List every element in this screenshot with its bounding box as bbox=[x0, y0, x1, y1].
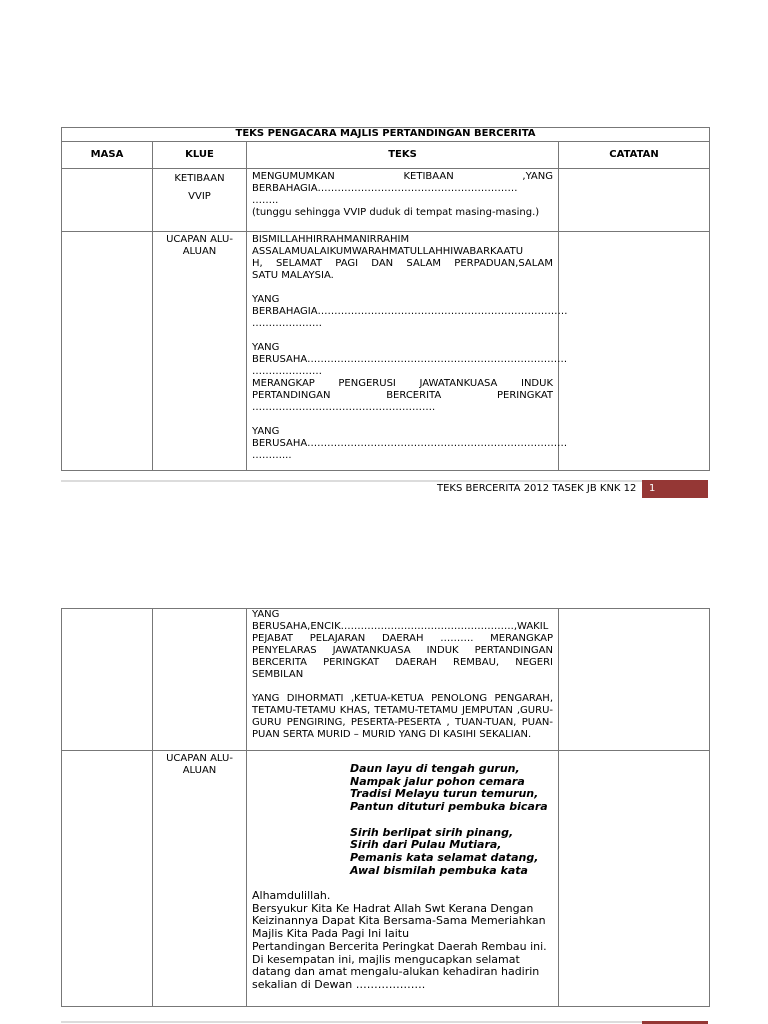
teks-line: (tunggu sehingga VVIP duduk di tempat masing-masing.) bbox=[252, 207, 540, 218]
masa-cell bbox=[62, 751, 153, 1007]
klue-cell: UCAPAN ALU-ALUAN bbox=[153, 751, 247, 1007]
klue-cell: UCAPAN ALU-ALUAN bbox=[153, 232, 247, 471]
teks-line: BERBAHAGIA…………………………………………………… bbox=[252, 183, 518, 194]
klue-ketibaan: KETIBAAN bbox=[174, 173, 225, 184]
teks-line: YANG bbox=[252, 342, 280, 353]
pantun-line: Daun layu di tengah gurun, bbox=[350, 762, 520, 775]
pantun-line: Sirih dari Pulau Mutiara, bbox=[350, 838, 502, 852]
teks-line: ASSALAMUALAIKUMWARAHMATULLAHHIWABARKAATU bbox=[252, 246, 524, 257]
teks-cell bbox=[247, 169, 559, 232]
header-catatan: CATATAN bbox=[559, 142, 710, 169]
klue-vvip: VVIP bbox=[188, 191, 211, 202]
body-line: Di kesempatan ini, majlis mengucapkan selamat bbox=[252, 952, 520, 966]
pantun-1 bbox=[252, 763, 553, 814]
pantun-2 bbox=[252, 827, 553, 878]
teks-line: BERUSAHA,ENCIK…………………………………………….,WAKIL bbox=[252, 621, 549, 632]
header-teks: TEKS bbox=[247, 142, 559, 169]
page2-table bbox=[61, 608, 710, 1007]
teks-line: BERBAHAGIA………………………………………………………………… bbox=[252, 306, 568, 317]
teks-line: H, SELAMAT PAGI DAN SALAM PERPADUAN,SALAM bbox=[252, 258, 553, 269]
body-line: sekalian di Dewan ………………. bbox=[252, 977, 426, 991]
teks-line: BERCERITA PERINGKAT DAERAH REMBAU, NEGERI bbox=[252, 657, 553, 668]
teks-line: YANG bbox=[252, 294, 280, 305]
pantun-line: Tradisi Melayu turun temurun, bbox=[350, 787, 539, 801]
teks-line: PUAN SERTA MURID – MURID YANG DI KASIHI SEKALIAN. bbox=[252, 729, 532, 740]
catatan-cell bbox=[559, 751, 710, 1007]
teks-line: PEJABAT PELAJARAN DAERAH ………. MERANGKAP bbox=[252, 633, 553, 644]
teks-line: PENYELARAS JAWATANKUASA INDUK PERTANDINGAN bbox=[252, 645, 553, 656]
teks-line: MERANGKAP PENGERUSI JAWATANKUASA INDUK bbox=[252, 378, 553, 389]
header-masa: MASA bbox=[62, 142, 153, 169]
masa-cell bbox=[62, 609, 153, 751]
teks-line: BERUSAHA…………………………………………………………………… bbox=[252, 354, 568, 365]
klue-cell bbox=[153, 609, 247, 751]
teks-line: YANG bbox=[252, 609, 280, 620]
klue-cell bbox=[153, 169, 247, 232]
pantun-line: Nampak jalur pohon cemara bbox=[350, 774, 525, 788]
body-line: Bersyukur Kita Ke Hadrat Allah Swt Kerana Dengan bbox=[252, 901, 534, 915]
body-line: Keizinannya Dapat Kita Bersama-Sama Memeriahkan bbox=[252, 914, 546, 928]
pantun-line: Pemanis kata selamat datang, bbox=[350, 850, 539, 864]
catatan-cell bbox=[559, 232, 710, 471]
teks-line: BERUSAHA…………………………………………………………………… bbox=[252, 438, 568, 449]
pantun-line: Sirih berlipat sirih pinang, bbox=[350, 825, 514, 839]
catatan-cell bbox=[559, 609, 710, 751]
table-title: TEKS PENGACARA MAJLIS PERTANDINGAN BERCERITA bbox=[62, 128, 710, 142]
teks-line: SATU MALAYSIA. bbox=[252, 270, 334, 281]
teks-line: …….. bbox=[252, 195, 279, 206]
teks-line: ………... bbox=[252, 450, 292, 461]
teks-line: TETAMU-TETAMU KHAS, TETAMU-TETAMU JEMPUTAN ,GURU- bbox=[252, 705, 553, 716]
teks-line: GURU PENGIRING, PESERTA-PESERTA , TUAN-TUAN, PUAN- bbox=[252, 717, 553, 728]
teks-cell bbox=[247, 609, 559, 751]
footer-text: TEKS BERCERITA 2012 TASEK JB KNK 12 bbox=[437, 483, 637, 494]
teks-cell bbox=[247, 232, 568, 471]
teks-line: BISMILLAHHIRRAHMANIRRAHIM bbox=[252, 234, 410, 245]
teks-line: YANG bbox=[252, 426, 280, 437]
teks-line: SEMBILAN bbox=[252, 669, 304, 680]
header-klue: KLUE bbox=[153, 142, 247, 169]
body-line: Majlis Kita Pada Pagi Ini Iaitu bbox=[252, 927, 410, 941]
footer-rule bbox=[61, 1021, 708, 1023]
pantun-line: Pantun dituturi pembuka bicara bbox=[350, 800, 548, 814]
teks-line: ………………… bbox=[252, 318, 322, 329]
teks-line: PERTANDINGAN BERCERITA PERINGKAT bbox=[252, 390, 553, 401]
page-number: 1 bbox=[642, 480, 708, 498]
teks-line: ………………… bbox=[252, 366, 322, 377]
teks-line: MENGUMUMKAN KETIBAAN ,YANG bbox=[252, 171, 553, 182]
teks-cell bbox=[247, 751, 559, 1007]
pantun-line: Awal bismilah pembuka kata bbox=[350, 863, 528, 877]
catatan-cell bbox=[559, 169, 710, 232]
teks-line: ………………………………………………. bbox=[252, 402, 436, 413]
masa-cell bbox=[62, 169, 153, 232]
teks-line: YANG DIHORMATI ,KETUA-KETUA PENOLONG PENGARAH, bbox=[252, 693, 553, 704]
page1-table bbox=[61, 127, 710, 471]
body-line: Pertandingan Bercerita Peringkat Daerah Rembau ini. bbox=[252, 939, 547, 953]
footer-rule bbox=[61, 480, 708, 482]
body-line: datang dan amat mengalu-alukan kehadiran hadirin bbox=[252, 965, 540, 979]
masa-cell bbox=[62, 232, 153, 471]
body-line: Alhamdulillah. bbox=[252, 889, 331, 902]
